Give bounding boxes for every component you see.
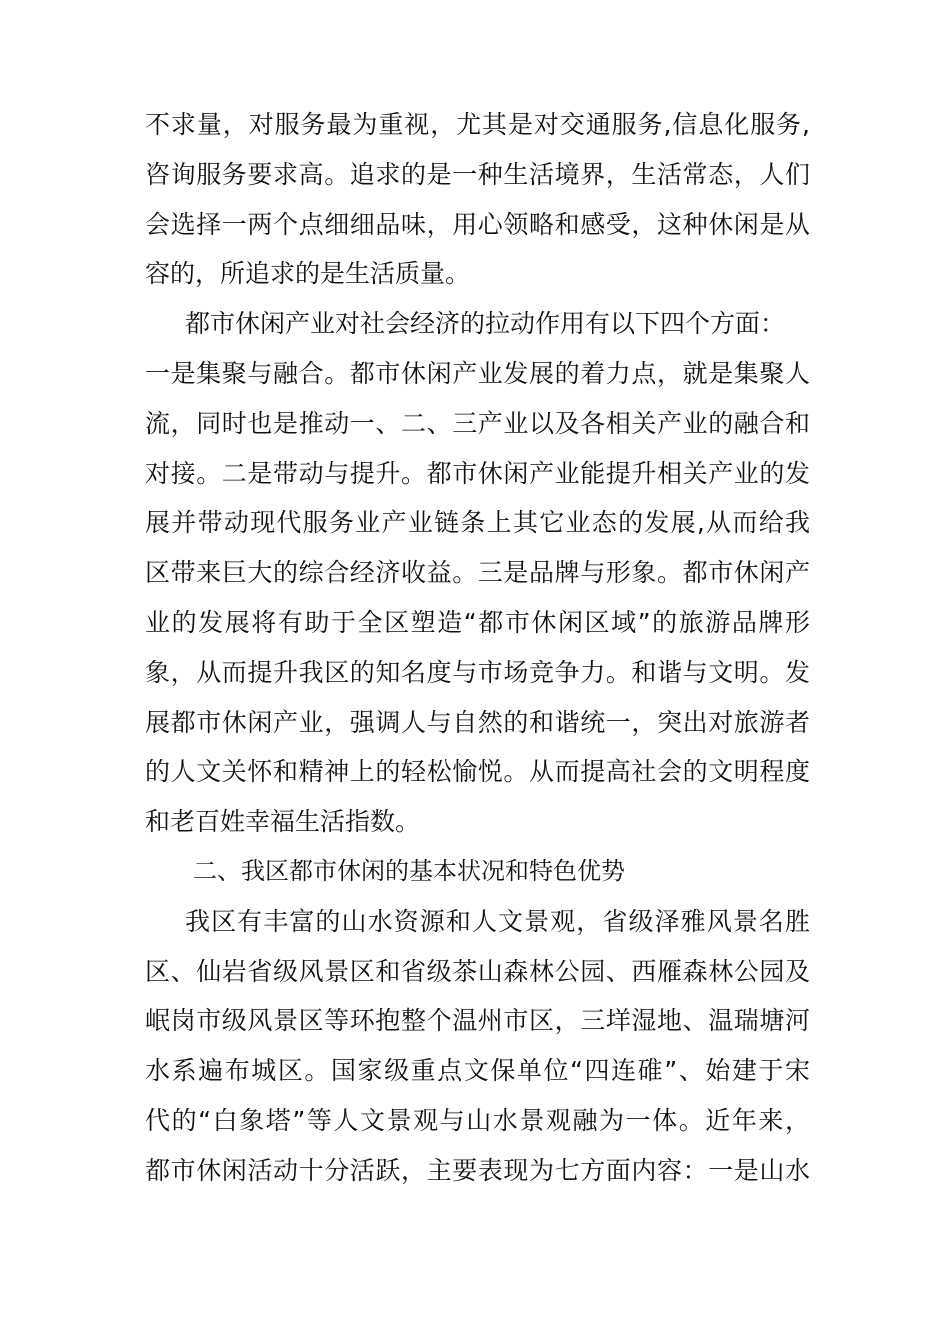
text-line: 对接。二是带动与提升。都市休闲产业能提升相关产业的发 bbox=[145, 458, 810, 488]
text-line: 区、仙岩省级风景区和省级茶山森林公园、西雁森林公园及 bbox=[145, 956, 810, 986]
text-line: 区带来巨大的综合经济收益。三是品牌与形象。都市休闲产 bbox=[145, 558, 810, 588]
text-line: 和老百姓幸福生活指数。 bbox=[145, 807, 421, 837]
text-line: 会选择一两个点细细品味，用心领略和感受，这种休闲是从 bbox=[145, 209, 810, 239]
text-line: 不求量，对服务最为重视，尤其是对交通服务,信息化服务, bbox=[145, 110, 810, 139]
text-line: 流，同时也是推动一、二、三产业以及各相关产业的融合和 bbox=[145, 408, 810, 438]
paragraph-start-line: 都市休闲产业对社会经济的拉动作用有以下四个方面： bbox=[185, 309, 786, 339]
body-text bbox=[145, 100, 810, 1196]
paragraph-start-line: 我区有丰富的山水资源和人文景观，省级泽雅风景名胜 bbox=[185, 906, 810, 936]
text-line: 展都市休闲产业，强调人与自然的和谐统一，突出对旅游者 bbox=[145, 707, 810, 737]
text-line: 一是集聚与融合。都市休闲产业发展的着力点，就是集聚人 bbox=[145, 358, 810, 388]
text-line: 的人文关怀和精神上的轻松愉悦。从而提高社会的文明程度 bbox=[145, 757, 810, 787]
text-line: 咨询服务要求高。追求的是一种生活境界，生活常态，人们 bbox=[145, 159, 810, 189]
text-line: 业的发展将有助于全区塑造“都市休闲区域”的旅游品牌形 bbox=[145, 607, 810, 637]
text-line: 岷岗市级风景区等环抱整个温州市区，三垟湿地、温瑞塘河 bbox=[145, 1006, 810, 1036]
text-line: 象，从而提升我区的知名度与市场竞争力。和谐与文明。发 bbox=[145, 657, 810, 687]
text-line: 水系遍布城区。国家级重点文保单位“四连碓”、始建于宋 bbox=[145, 1056, 810, 1086]
section-heading: 二、我区都市休闲的基本状况和特色优势 bbox=[193, 856, 625, 885]
text-line: 容的，所追求的是生活质量。 bbox=[145, 259, 471, 289]
text-line: 都市休闲活动十分活跃，主要表现为七方面内容：一是山水 bbox=[145, 1155, 810, 1185]
text-line: 代的“白象塔”等人文景观与山水景观融为一体。近年来， bbox=[145, 1105, 810, 1135]
text-line: 展并带动现代服务业产业链条上其它业态的发展,从而给我 bbox=[145, 508, 810, 538]
